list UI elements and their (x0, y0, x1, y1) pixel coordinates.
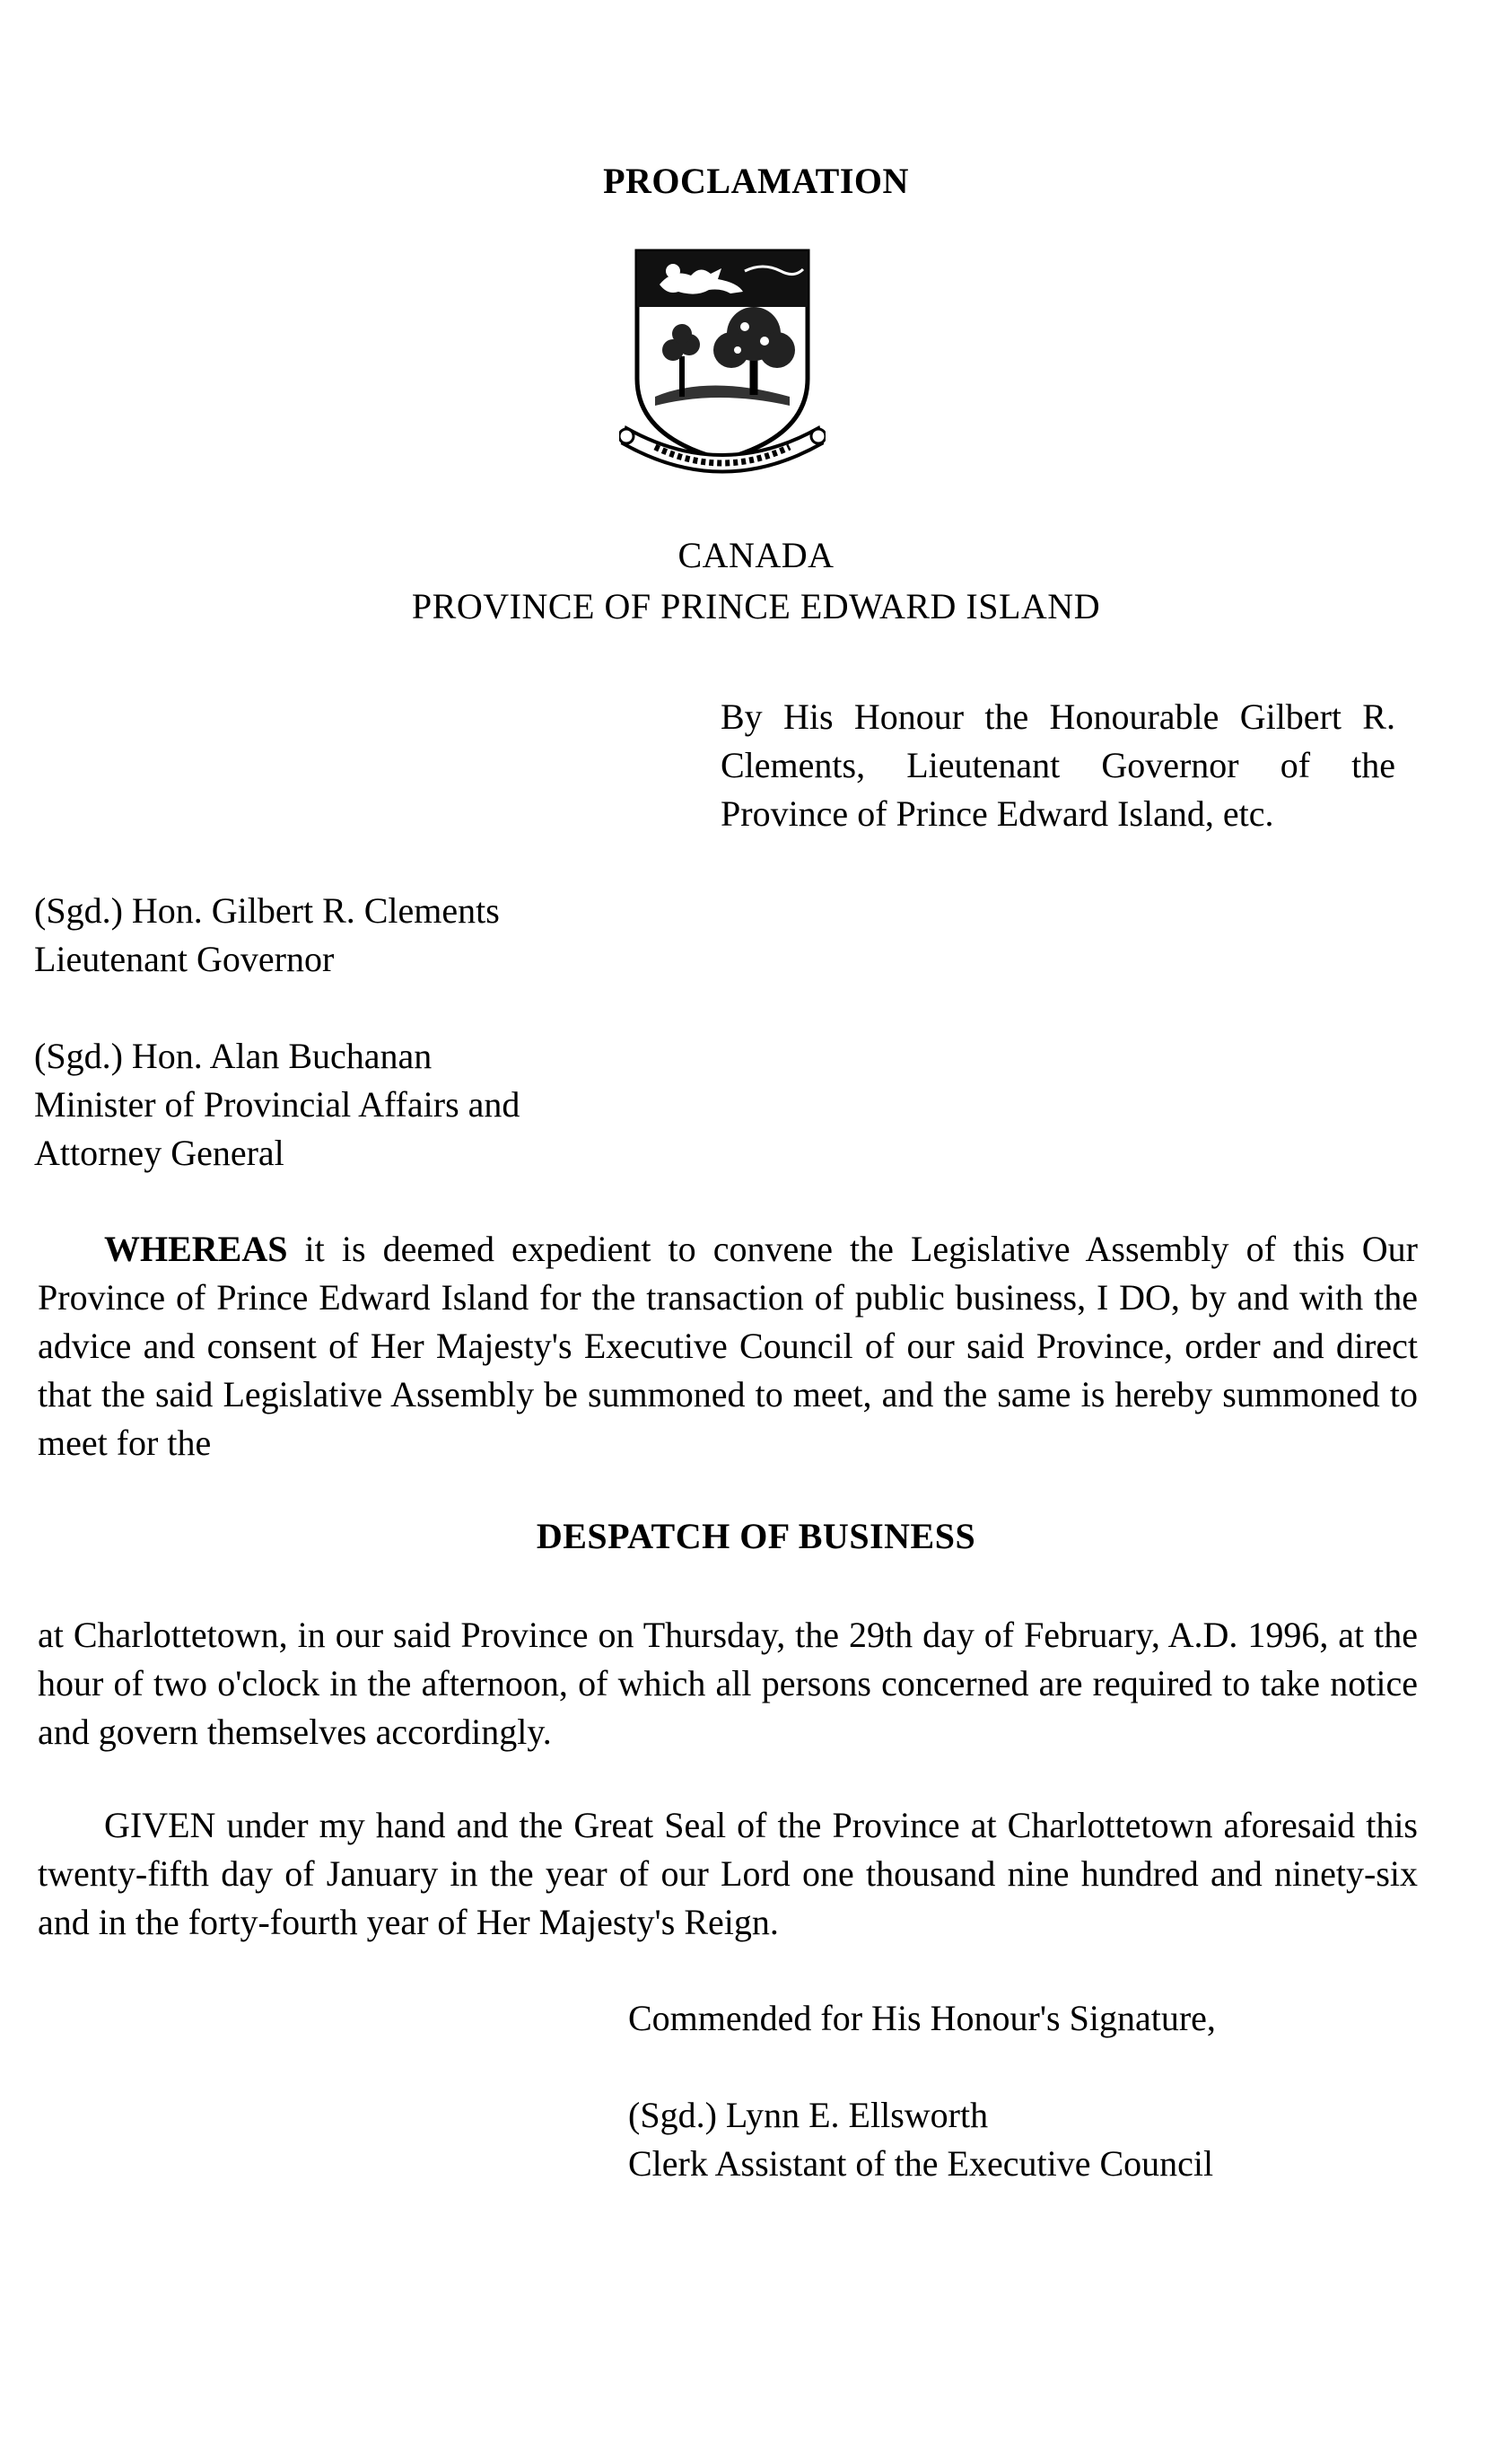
signatory-name: (Sgd.) Hon. Alan Buchanan (34, 1036, 433, 1076)
signatory-title: Minister of Provincial Affairs and (34, 1084, 520, 1125)
province-heading: PROVINCE OF PRINCE EDWARD ISLAND (411, 586, 1101, 626)
authority-statement: By His Honour the Honourable Gilbert R. Clements, Lieutenant Governor of the Province of Prince Edward Island, etc. (721, 696, 1395, 834)
signatory-name: (Sgd.) Hon. Gilbert R. Clements (34, 890, 500, 931)
whereas-lead: WHEREAS (104, 1229, 288, 1269)
whereas-text: it is deemed expedient to convene the Legislative Assembly of this Our Province of Prince Edward Island for the transaction of public business, I DO, by and with the advice and consent of Her Majesty's Executive Council of our said Province, order and direct that the said Legislative Assembly be summoned to meet, and the same is hereby summoned to meet for the (38, 1229, 1418, 1463)
commendation-line: Commended for His Honour's Signature, (628, 1998, 1216, 2038)
clerk-name: (Sgd.) Lynn E. Ellsworth (628, 2095, 989, 2135)
coat-of-arms-icon (619, 244, 826, 477)
clerk-title: Clerk Assistant of the Executive Council (628, 2143, 1214, 2184)
given-paragraph (38, 1801, 1418, 1947)
given-text: GIVEN under my hand and the Great Seal of the Province at Charlottetown aforesaid this twenty-fifth day of January in the year of our Lord one thousand nine hundred and ninety-six and in the forty-fourth year of Her Majesty's Reign. (38, 1805, 1418, 1942)
whereas-paragraph (38, 1225, 1418, 1467)
meeting-paragraph: at Charlottetown, in our said Province on Thursday, the 29th day of February, A.D. 1996, at the hour of two o'clock in the afternoon, of which all persons concerned are required to take notice and govern themselves accordingly. (38, 1615, 1418, 1752)
signatory-title: Attorney General (34, 1133, 284, 1173)
signatory-lieutenant-governor (34, 887, 500, 984)
clerk-signature (628, 2091, 1213, 2188)
despatch-heading: DESPATCH OF BUSINESS (536, 1516, 976, 1556)
country-heading: CANADA (677, 535, 835, 575)
signatory-title: Lieutenant Governor (34, 939, 335, 979)
signatory-minister (34, 1032, 520, 1178)
document-title: PROCLAMATION (603, 161, 909, 201)
